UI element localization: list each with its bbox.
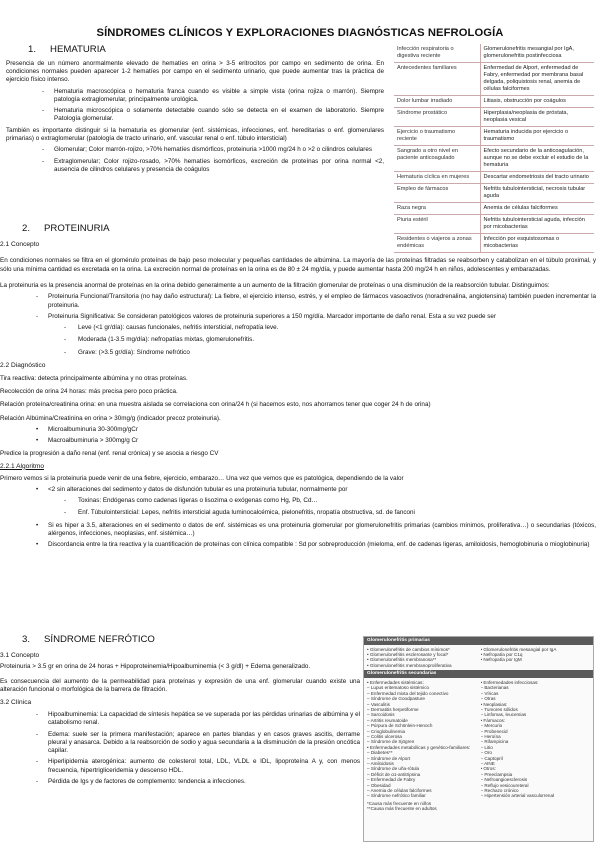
albuminuria-list: [48, 426, 596, 446]
list-item: • Otros:: [480, 766, 496, 772]
list-item: – Vasculitis: [367, 701, 390, 707]
section-hematuria: [6, 44, 384, 177]
figure-header: Glomerulonefritis primarias: [364, 637, 593, 645]
subsection-heading: 2.1 Concepto: [0, 240, 40, 248]
list-item: – Púrpura de Schönlein-Henoch: [367, 723, 433, 729]
list-item: – Amiloidosis: [367, 761, 394, 767]
list-item: – Enfermedad de Fabry: [367, 777, 416, 783]
table-row: [394, 44, 594, 62]
list-item: – Rechazo crónico: [480, 788, 519, 794]
algorithm-sublist: [78, 497, 596, 518]
list-item: - Enf. Túbulointersticial: Lepes, nefritis intersticial aguda luminocalcémica, pielonefritis, nropatía obstructiva, sd. de fanconi: [78, 509, 596, 517]
list-item: – Sarcoidosis: [367, 712, 395, 718]
table-cell-cause: Glomerulonefritis mesangial por IgA, glomerulonefritis postinfecciosa: [480, 44, 594, 62]
list-item: • Enfermedades metabólicas y genético-familiares:: [367, 744, 471, 750]
proteinuria-levels-list: [78, 324, 596, 357]
list-item: – Nefroangioesclerosis: [480, 777, 528, 783]
list-item: – Reflujo vesicoureteral: [480, 782, 529, 788]
list-item: • Microalbuminuria 30-300mg/gCr: [48, 426, 596, 434]
list-item: – Anemia de células falciformes: [367, 788, 432, 794]
list-item: – Captopril: [480, 755, 503, 761]
list-item: – Tumores sólidos: [480, 706, 518, 712]
paragraph: Es consecuencia del aumento de la permeabilidad para proteínas y expresión de una enf. glomerular cuando existe una alteración funcional o morfológica de la barrera de filtración.: [0, 677, 360, 693]
list-item: - Proteinuria Funcional/Transitoria (no hay daño estructural): La fiebre, el ejercicio intenso, estrés, y el empleo de fármacos vasoactivos (noradrenalina, angiotensina) también pueden incrementar la proteinuria.: [48, 293, 596, 310]
table-row: [394, 202, 594, 214]
table-cell-cause: Nefritis tubulointersticial, necrosis tubular aguda: [480, 183, 594, 202]
table-cell-finding: Ejercicio o traumatismo reciente: [394, 126, 480, 145]
list-item: • Glomerulonefritis de cambios mínimos*: [367, 646, 450, 652]
paragraph: También es importante distinguir si la hematuria es glomerular (enf. sistémicas, infecciones, enf. hereditarias o enf. glomerulares primarias) o extraglomerular (patología de tracto urinario, enf. vascular renal o enf. túbulo intersticial): [6, 126, 384, 143]
list-item: - Extraglomerular; Color rojizo-rosado, >70% hematíes isomórficos, excreción de proteínas por orina normal <2, ausencia de cilindros celulares y presencia de coágulos: [54, 158, 384, 175]
paragraph: Primero vemos si la proteinuria puede venir de una fiebre, ejercicio, embarazo… Una vez que vemos que es patológica, dependiendo de la valor: [0, 474, 404, 482]
hematuria-origin-list: [54, 146, 384, 174]
table: [394, 44, 594, 253]
list-item: – Preeclampsia: [480, 771, 513, 777]
list-item: – Dermatitis herpetiforme: [367, 706, 419, 712]
table-row: [394, 171, 594, 183]
table-row: [394, 95, 594, 107]
table-cell-cause: Enfermedad de Alport, enfermedad de Fabry, enfermedad por membrana basal delgada, poliquistosis renal, anemia de células falciformes: [480, 62, 594, 95]
section-heading: [6, 44, 384, 57]
list-item: – Síndrome nefrótico familiar: [367, 793, 426, 799]
table-cell-finding: Piuria estéril: [394, 214, 480, 233]
list-item: • <2 sin alteraciones del sedimento y datos de disfunción tubular es una proteinuria tubular, normalmente por: [48, 486, 596, 494]
list-item: **Causa más frecuente en adultos: [367, 806, 437, 812]
table-cell-finding: Sangrado a otro nivel en paciente anticoagulado: [394, 145, 480, 171]
list-item: - Glomerular; Color marrón-rojizo, >70% hematíes dismórficos, proteinuria >1000 mg/24 h o >2 o cilindros celulares: [54, 146, 384, 154]
hematuria-types-list: [54, 88, 384, 124]
paragraph: Predice la progresión a daño renal (enf. renal crónica) y se asocia a riesgo CV: [0, 449, 219, 457]
table-cell-cause: Efecto secundario de la anticoagulación, aunque no se debe excluir el estudio de la hematuria: [480, 145, 594, 171]
list-item: • Glomerulonefritis membranosa**: [367, 657, 437, 663]
list-item: • Fármacos:: [480, 717, 506, 723]
list-item: – Litio: [480, 744, 493, 750]
left-column: [367, 680, 477, 799]
section-title: SÍNDROME NEFRÓTICO: [44, 634, 155, 645]
left-column: [367, 647, 477, 669]
table-cell-finding: Hematuria cíclica en mujeres: [394, 171, 480, 183]
right-column: [481, 647, 591, 669]
figure-footnotes: [364, 801, 593, 812]
paragraph: En condiciones normales se filtra en el glomérulo proteínas de bajo peso molecular y pequeñas cantidades de albúmina. La mayoría de las proteínas filtradas se reabsorben y catabolizan en el túbulo proximal, y sólo una mínima cantidad es excretada en la orina. La excreción normal de proteínas en la orina es de 80 ± 24 mg/día, y puede aumentar hasta 200 mg/24 h en niños, adolescentes y embarazadas.: [0, 257, 596, 273]
table-cell-finding: Antecedentes familiares: [394, 62, 480, 95]
list-item: – Rifampicina: [480, 739, 509, 745]
subsection-heading: 3.2 Clínica: [0, 699, 32, 707]
list-item: • Glomerulonefritis esclerosante y focal*: [367, 652, 449, 658]
subsection-heading: 2.2.1 Algoritmo: [0, 462, 44, 470]
right-column: [481, 680, 591, 799]
list-item: – Síndrome de Alport: [367, 755, 411, 761]
list-item: - Toxinas: Endógenas como cadenas ligeras o lisozima o exógenas como Hg, Pb, Cd…: [78, 497, 596, 505]
list-item: – Obesidad: [367, 782, 391, 788]
list-item: *Causa más frecuente en niños: [367, 800, 432, 806]
list-item: – Probenecid: [480, 728, 508, 734]
table-cell-finding: Empleo de fármacos: [394, 183, 480, 202]
list-item: – Déficit de α1-antitripsina: [367, 771, 421, 777]
section-number: 1.: [28, 44, 37, 55]
paragraph: Recolección de orina 24 horas: más precisa pero poco práctica.: [0, 388, 178, 396]
table-cell-finding: Infección respiratoria o digestiva reciente: [394, 44, 480, 62]
list-item: – Heroína: [480, 734, 501, 739]
list-item: • Nefropatía por IgM: [480, 657, 522, 663]
table-row: [394, 183, 594, 202]
list-item: – Diabetes**: [367, 750, 393, 756]
list-item: - Hipoalbuminemia: La capacidad de síntesis hepática se ve superada por las pérdidas urinarias de albúmina y el catabolismo renal.: [48, 711, 360, 728]
list-item: – Otras: [480, 696, 496, 702]
proteinuria-types-list: [48, 293, 596, 321]
list-item: – Bacterianas: [480, 685, 509, 691]
list-item: - Grave: (>3.5 gr/día): Síndrome nefrótico: [78, 349, 596, 357]
figure-header: Glomerulonefritis secundarias: [364, 670, 593, 678]
list-item: – Crioglobulinemia: [367, 728, 406, 734]
list-item: • Enfermedades sistémicas:: [367, 679, 424, 685]
list-item: • Macroalbuminuria > 300mg/g Cr: [48, 437, 596, 445]
section-number: 2.: [22, 223, 31, 234]
nephrotic-causes-figure: [363, 636, 594, 842]
subsection-heading: 2.2 Diagnóstico: [0, 362, 46, 370]
algorithm-list: [48, 486, 596, 494]
paragraph: La proteinuria es la presencia anormal de proteínas en la orina debido generalmente a un aumento de la filtración glomerular de proteínas o una disminución de la reabsorción tubular. Distinguimos:: [0, 281, 550, 289]
list-item: - Edema: suele ser la primera manifestación; aparece en partes blandas y en casos graves ascitis, derrame pleural y anasarca. Debido a la reabsorción de sodio y agua secundaria a la disminución de la presión oncótica capilar.: [48, 731, 360, 756]
table-cell-finding: Dolor lumbar irradiado: [394, 95, 480, 107]
table-row: [394, 126, 594, 145]
list-item: - Moderada (1-3.5 mg/día): nefropatías mixtas, glomerulonefritis.: [78, 336, 596, 344]
table-cell-cause: Hematuria inducida por ejercicio o traumatismo: [480, 126, 594, 145]
table-cell-cause: Nefritis tubulointersticial aguda, infección por micobacterias: [480, 214, 594, 233]
subsection-heading: 3.1 Concepto: [0, 651, 40, 659]
list-item: – Síndrome de Goodpasture: [367, 696, 425, 702]
list-item: – Linfomas, leucemias: [480, 712, 527, 718]
list-item: – Víricas: [480, 690, 499, 696]
paragraph: Relación proteína/creatinina orina: en una muestra aislada se correlaciona con orina/24 h (si hacemos esto, nos ahorramos tener que coger 24 h de orina): [0, 401, 431, 409]
list-item: • Glomerulonefritis mesangial por IgA: [480, 646, 557, 652]
list-item: – Artritis reumatoide: [367, 717, 408, 723]
algorithm-list: [48, 522, 596, 550]
list-item: - Pérdida de Igs y de factores de complemento: tendencia a infecciones.: [48, 778, 360, 786]
list-item: • Enfermedades infecciosas:: [480, 679, 539, 685]
list-item: – Oro: [480, 750, 492, 756]
figure-columns: [364, 645, 593, 671]
table-cell-cause: Litiasis, obstrucción por coágulos: [480, 95, 594, 107]
list-item: • Discordancia entre la tira reactiva y la cuantificación de proteínas con clínica compatible : Sd por sobreproducción (mieloma, enf. de cadenas ligeras, amiloidosis, hemoglobinuria o mioglobinuria): [48, 541, 596, 549]
table-cell-cause: Hiperplasia/neoplasia de próstata, neoplasia vesical: [480, 107, 594, 126]
section-heading: [0, 634, 360, 647]
list-item: – Lupus eritematoso sistémico: [367, 685, 430, 691]
paragraph: Proteinuria > 3.5 gr en orina de 24 horas + Hipoproteinemia/Hipoalbuminemia (< 3 g/dl) + Edema generalizado.: [0, 663, 311, 671]
section-title: PROTEINURIA: [44, 223, 110, 234]
list-item: • Si es hiper a 3.5, alteraciones en el sedimento o datos de enf. sistémicas es una proteinuria glomerular por glomerulonefritis primarias (cambios mínimos, proliferativa…) o secundarias (tóxicos, alérgenos, infecciones, neoplasias, enf. sistémica…): [48, 522, 596, 539]
list-item: • Neoplasias:: [480, 701, 508, 707]
section-number: 3.: [22, 634, 31, 645]
hematuria-causes-table: [394, 44, 594, 253]
list-item: – Mercurio: [480, 723, 503, 729]
section-heading: [0, 223, 596, 236]
table-cell-cause: Infección por esquistosomas o micobacterias: [480, 233, 594, 252]
paragraph: Relación Albúmina/Creatinina en orina > 30mg/g (indicador precoz proteinuria).: [0, 414, 221, 422]
list-item: - Hiperlipidemia aterogénica: aumento de colesterol total, LDL, VLDL e IDL, lipoproteína A y, con menos frecuencia, hipertrigliceridemia y descenso HDL.: [48, 758, 360, 775]
list-item: - Leve (<1 gr/día): causas funcionales, nefritis intersticial, nefropatía leve.: [78, 324, 596, 332]
paragraph: Presencia de un número anormalmente elevado de hematíes en orina > 3-5 eritrocitos por campo en sedimento de orina. En condiciones normales pueden aparecer 1-2 hematíes por campo en el sedimento urinario, que puede aumentar tras la práctica de ejercicio físico intenso.: [6, 59, 384, 84]
table-row: [394, 145, 594, 171]
figure-columns: [364, 678, 593, 801]
list-item: – Síndrome de uña-rótula: [367, 766, 420, 772]
list-item: – Enfermedad mixta del tejido conectivo: [367, 690, 449, 696]
clinica-list: [48, 711, 360, 786]
list-item: - Hematuria macroscópica o hematuria franca cuando es visible a simple vista (orina rojiza o marrón). Siempre patología extraglomerular, principalmente urológica.: [54, 88, 384, 105]
table-cell-finding: Síndrome prostático: [394, 107, 480, 126]
list-item: – Hipertensión arterial vasculorrenal: [480, 793, 555, 799]
table-cell-finding: Raza negra: [394, 202, 480, 214]
list-item: - Proteinuria Significativa: Se consideran patológicos valores de proteinuria superiores a 150 mg/día. Marcador importante de daño renal. Esta a su vez puede ser: [48, 313, 596, 321]
table-cell-cause: Descartar endometriosis del tracto urinario: [480, 171, 594, 183]
table-row: [394, 107, 594, 126]
list-item: • Nefropatía por C1q: [480, 652, 523, 658]
table-row: [394, 62, 594, 95]
list-item: – Síndrome de Sjögren: [367, 739, 415, 745]
list-item: – Colitis ulcerosa: [367, 734, 402, 739]
list-item: • Glomerulonefritis membranoproliferativa: [367, 662, 452, 668]
list-item: - Hematuria microscópica o solamente detectable cuando sólo se detecta en el examen de laboratorio. Siempre Patología glomerular.: [54, 107, 384, 124]
paragraph: Tira reactiva: detecta principalmente albúmina y no otras proteínas.: [0, 374, 188, 382]
page-title: SÍNDROMES CLÍNICOS Y EXPLORACIONES DIAGNÓSTICAS NEFROLOGÍA: [96, 27, 504, 39]
list-item: – AINE: [480, 761, 495, 767]
table-cell-finding: Residentes o viajeros a zonas endémicas: [394, 233, 480, 252]
section-proteinuria: [0, 223, 596, 553]
table-cell-cause: Anemia de células falciformes: [480, 202, 594, 214]
section-title: HEMATURIA: [50, 44, 106, 55]
section-nefrotico: [0, 634, 360, 789]
